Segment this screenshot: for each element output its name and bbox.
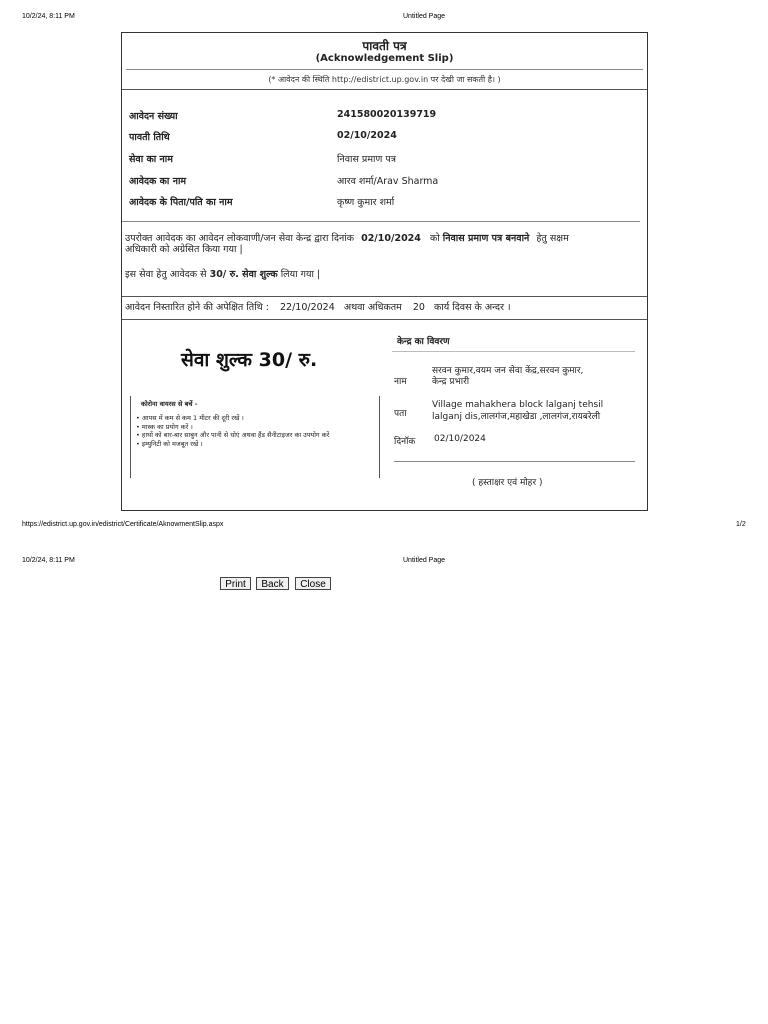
slip-title-hindi: पावती पत्र bbox=[362, 39, 407, 53]
print-page-title: Untitled Page bbox=[403, 557, 446, 564]
field-value-applicant-name: आरव शर्मा/Arav Sharma bbox=[337, 176, 439, 187]
divider bbox=[392, 351, 635, 352]
print-datetime: 10/2/24, 8:11 PM bbox=[22, 557, 75, 564]
field-label-father-name: आवेदक के पिता/पति का नाम bbox=[129, 197, 233, 208]
divider bbox=[126, 69, 643, 70]
signature-label: ( हस्ताक्षर एवं मोहर ) bbox=[472, 478, 543, 488]
print-button[interactable]: Print bbox=[220, 577, 251, 590]
status-note: (* आवेदन की स्थिति http://edistrict.up.gov.in पर देखी जा सकती है। ) bbox=[268, 75, 501, 84]
center-address-line: Village mahakhera block lalganj tehsil bbox=[432, 400, 604, 410]
statement-text: को bbox=[429, 233, 440, 244]
divider bbox=[122, 296, 647, 297]
list-item: • इम्युनिटी को मजबूत रखें । bbox=[136, 440, 376, 449]
field-value-father-name: कृष्ण कुमार शर्मा bbox=[337, 197, 395, 208]
center-address bbox=[432, 399, 603, 423]
print-page-title: Untitled Page bbox=[403, 13, 446, 20]
center-address-label: पता bbox=[394, 409, 407, 419]
back-button[interactable]: Back bbox=[256, 577, 289, 590]
statement-date: 02/10/2024 bbox=[361, 233, 421, 244]
acknowledgement-slip bbox=[121, 32, 648, 511]
statement-text: हेतु सक्षम bbox=[536, 233, 569, 244]
center-name bbox=[432, 366, 583, 388]
fee-amount: 30/ रु. सेवा शुल्क bbox=[209, 269, 278, 280]
center-name-line: सरवन कुमार,वयम जन सेवा केंद्र,सरवन कुमार, bbox=[432, 366, 584, 376]
statement-service: निवास प्रमाण पत्र बनवाने bbox=[442, 233, 530, 244]
service-fee-large: सेवा शुल्क 30/ रु. bbox=[181, 349, 318, 371]
signature-line bbox=[394, 461, 635, 462]
field-value-application-number: 241580020139719 bbox=[337, 109, 437, 120]
fee-text: इस सेवा हेतु आवेदक से bbox=[125, 269, 207, 280]
forwarding-statement bbox=[125, 233, 640, 255]
fee-statement bbox=[125, 269, 320, 280]
list-item: • हाथों को बार-बार साबुन और पानी से धोएं अथवा हैंड सैनीटाइजर का उपयोग करें bbox=[136, 431, 376, 440]
center-address-line: lalganj dis,लालगंज,महाखेडा ,लालगंज,रायबरेली bbox=[432, 412, 601, 422]
covid-list bbox=[131, 414, 376, 448]
statement-line2: अधिकारी को अग्रेसित किया गया | bbox=[125, 244, 243, 255]
list-item: • आपस में कम से कम 1 मीटर की दूरी रखें । bbox=[136, 414, 376, 423]
expected-suffix: कार्य दिवस के अन्दर । bbox=[434, 302, 511, 313]
center-date-label: दिनॉक bbox=[394, 437, 416, 447]
expected-days: 20 bbox=[412, 302, 425, 313]
print-datetime: 10/2/24, 8:11 PM bbox=[22, 13, 75, 20]
close-button[interactable]: Close bbox=[295, 577, 331, 590]
center-name-label: नाम bbox=[394, 377, 407, 387]
slip-title-english: (Acknowledgement Slip) bbox=[315, 53, 454, 64]
field-label-service-name: सेवा का नाम bbox=[129, 154, 173, 165]
statement-text: उपरोक्त आवेदक का आवेदन लोकवाणी/जन सेवा केन्द्र द्वारा दिनांक bbox=[125, 233, 355, 244]
field-label-application-number: आवेदन संख्या bbox=[129, 111, 178, 122]
divider bbox=[122, 221, 640, 222]
list-item: • मास्क का प्रयोग करें । bbox=[136, 423, 376, 432]
expected-label: आवेदन निस्तारित होने की अपेक्षित तिथि : bbox=[125, 302, 269, 313]
center-date: 02/10/2024 bbox=[434, 434, 486, 444]
covid-heading: कोरोना वायरस से बचें - bbox=[141, 400, 198, 408]
page-url: https://edistrict.up.gov.in/edistrict/Certificate/AknowmentSlip.aspx bbox=[22, 521, 224, 528]
center-heading: केन्द्र का विवरण bbox=[397, 337, 450, 347]
expected-disposal bbox=[125, 302, 511, 313]
divider bbox=[122, 319, 647, 320]
expected-middle: अथवा अधिकतम bbox=[343, 302, 402, 313]
divider bbox=[122, 89, 647, 90]
page-number: 1/2 bbox=[736, 521, 746, 528]
field-label-receipt-date: पावती तिथि bbox=[129, 132, 170, 143]
field-label-applicant-name: आवेदक का नाम bbox=[129, 176, 187, 187]
fee-text: लिया गया | bbox=[280, 269, 321, 280]
center-name-line: केन्द्र प्रभारी bbox=[432, 377, 470, 387]
field-value-service-name: निवास प्रमाण पत्र bbox=[337, 154, 396, 165]
covid-advisory bbox=[130, 396, 380, 478]
field-value-receipt-date: 02/10/2024 bbox=[337, 130, 397, 141]
expected-date: 22/10/2024 bbox=[280, 302, 335, 313]
